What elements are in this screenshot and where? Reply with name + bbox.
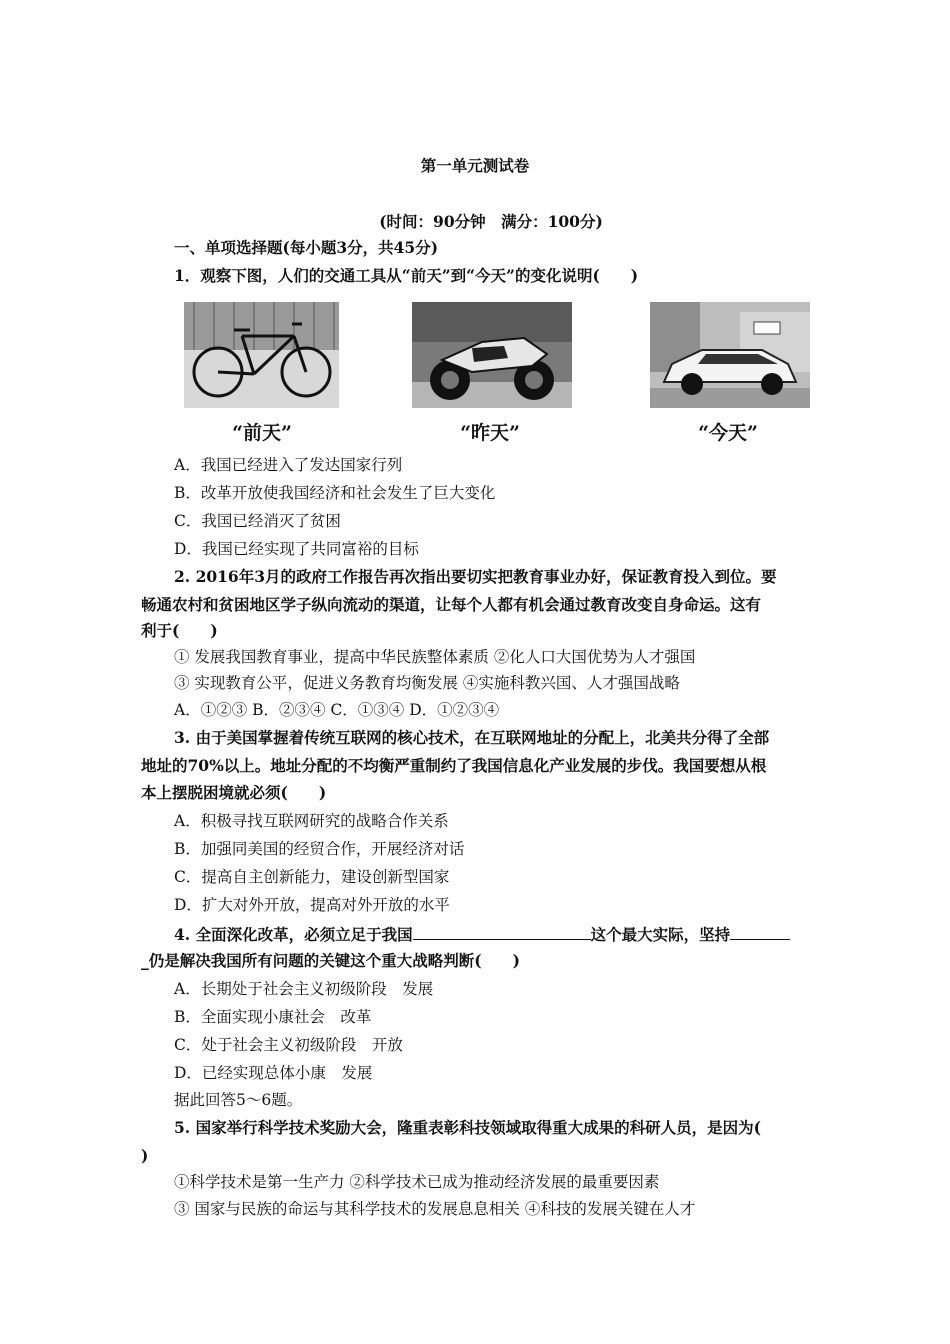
q5-stem-line2: )	[141, 1146, 149, 1165]
caption-day-before-yesterday: “前天”	[232, 422, 292, 444]
page-title: 第一单元测试卷	[420, 156, 530, 175]
motorcycle-photo	[412, 302, 572, 408]
q4-blank-1	[413, 923, 591, 940]
q3-stem-line1: 3. 由于美国掌握着传统互联网的核心技术，在互联网地址的分配上，北美共分得了全部	[174, 728, 770, 747]
q4-stem-line2: _仍是解决我国所有问题的关键这个重大战略判断( )	[141, 951, 520, 970]
q1-option-b: B．改革开放使我国经济和社会发生了巨大变化	[174, 484, 496, 502]
q2-statement-2: ③ 实现教育公平，促进义务教育均衡发展 ④实施科教兴国、人才强国战略	[174, 674, 680, 692]
q2-stem-line2: 畅通农村和贫困地区学子纵向流动的渠道，让每个人都有机会通过教育改变自身命运。这有	[141, 595, 762, 614]
q3-option-a: A．积极寻找互联网研究的战略合作关系	[174, 812, 449, 830]
q1-option-c: C．我国已经消灭了贫困	[174, 512, 341, 530]
q5-stem-line1: 5. 国家举行科学技术奖励大会，隆重表彰科技领域取得重大成果的科研人员，是因为(	[174, 1118, 761, 1137]
q1-option-d: D．我国已经实现了共同富裕的目标	[174, 540, 419, 558]
section-heading: 一、单项选择题(每小题3分，共45分)	[174, 238, 439, 257]
reading-note: 据此回答5～6题。	[174, 1091, 303, 1109]
car-photo	[650, 302, 810, 408]
q4-option-c: C．处于社会主义初级阶段 开放	[174, 1036, 403, 1054]
q5-statement-1: ①科学技术是第一生产力 ②科学技术已成为推动经济发展的最重要因素	[174, 1173, 660, 1191]
q2-options: A．①②③ B．②③④ C．①③④ D．①②③④	[174, 701, 500, 719]
q2-stem-line1: 2. 2016年3月的政府工作报告再次指出要切实把教育事业办好，保证教育投入到位。要	[174, 567, 777, 586]
q4-stem-line1	[174, 923, 790, 945]
q3-option-c: C．提高自主创新能力，建设创新型国家	[174, 868, 450, 886]
q3-option-d: D．扩大对外开放，提高对外开放的水平	[174, 896, 450, 914]
caption-yesterday: “昨天”	[460, 422, 520, 444]
q3-stem-line3: 本上摆脱困境就必须( )	[141, 783, 327, 802]
q2-stem-line3: 利于( )	[141, 621, 218, 640]
q3-stem-line2: 地址的70%以上。地址分配的不均衡严重制约了我国信息化产业发展的步伐。我国要想从根	[141, 756, 767, 775]
q5-statement-2: ③ 国家与民族的命运与其科学技术的发展息息相关 ④科技的发展关键在人才	[174, 1200, 696, 1218]
q2-statement-1: ① 发展我国教育事业，提高中华民族整体素质 ②化人口大国优势为人才强国	[174, 648, 696, 666]
q1-stem: 1．观察下图，人们的交通工具从“前天”到“今天”的变化说明( )	[174, 266, 639, 285]
q3-option-b: B．加强同美国的经贸合作，开展经济对话	[174, 840, 465, 858]
q4-option-a: A．长期处于社会主义初级阶段 发展	[174, 980, 434, 998]
q4-stem-part2: 这个最大实际，坚持	[590, 925, 731, 944]
q4-option-b: B．全面实现小康社会 改革	[174, 1008, 372, 1026]
bicycle-photo	[184, 302, 339, 408]
q4-stem-part1: 4. 全面深化改革，必须立足于我国	[174, 925, 413, 944]
caption-today: “今天”	[698, 422, 758, 444]
q4-blank-2	[730, 923, 790, 940]
q1-option-a: A．我国已经进入了发达国家行列	[174, 456, 403, 474]
q4-option-d: D．已经实现总体小康 发展	[174, 1064, 373, 1082]
exam-info: (时间：90分钟 满分：100分)	[379, 212, 603, 231]
